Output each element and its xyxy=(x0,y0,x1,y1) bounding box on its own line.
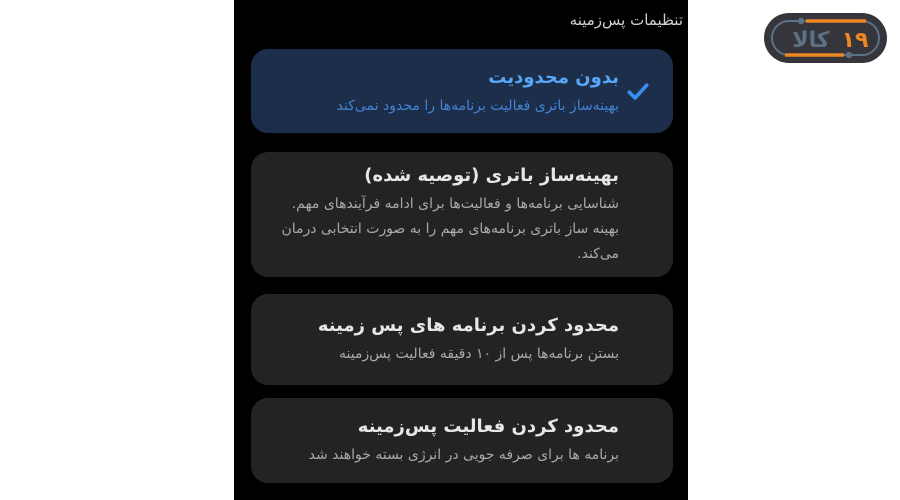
page-title: تنظیمات پس‌زمینه xyxy=(569,11,683,29)
option-battery-optimizer[interactable] xyxy=(251,152,673,277)
logo-text-gray: کالا xyxy=(792,28,830,53)
option-no-restriction[interactable] xyxy=(251,49,673,133)
option-description: برنامه ها برای صرفه جویی در انرژی بسته خواهند شد xyxy=(308,447,619,463)
option-description: بهینه‌ساز باتری فعالیت برنامه‌ها را محدود نمی‌کند xyxy=(336,97,619,114)
logo-text-orange: ۱۹ xyxy=(841,28,869,53)
option-restrict-background-activity[interactable] xyxy=(251,398,673,483)
check-icon xyxy=(623,76,653,106)
option-restrict-background-apps[interactable] xyxy=(251,294,673,385)
brand-logo-icon xyxy=(764,13,887,63)
option-title: بهینه‌ساز باتری (توصیه شده) xyxy=(364,165,619,186)
brand-logo xyxy=(764,13,887,63)
option-description: بستن برنامه‌ها پس از ۱۰ دقیقه فعالیت پس‌زمینه xyxy=(339,346,619,362)
option-title: محدود کردن برنامه های پس زمینه xyxy=(317,315,619,336)
phone-settings-panel xyxy=(234,0,688,500)
option-description: شناسایی برنامه‌ها و فعالیت‌ها برای ادامه فرآیندهای مهم. بهینه ساز باتری برنامه‌های مهم را به صورت انتخابی درمان می‌کند. xyxy=(281,196,619,262)
option-title: محدود کردن فعالیت پس‌زمینه xyxy=(357,416,619,437)
option-title: بدون محدودیت xyxy=(488,66,619,88)
